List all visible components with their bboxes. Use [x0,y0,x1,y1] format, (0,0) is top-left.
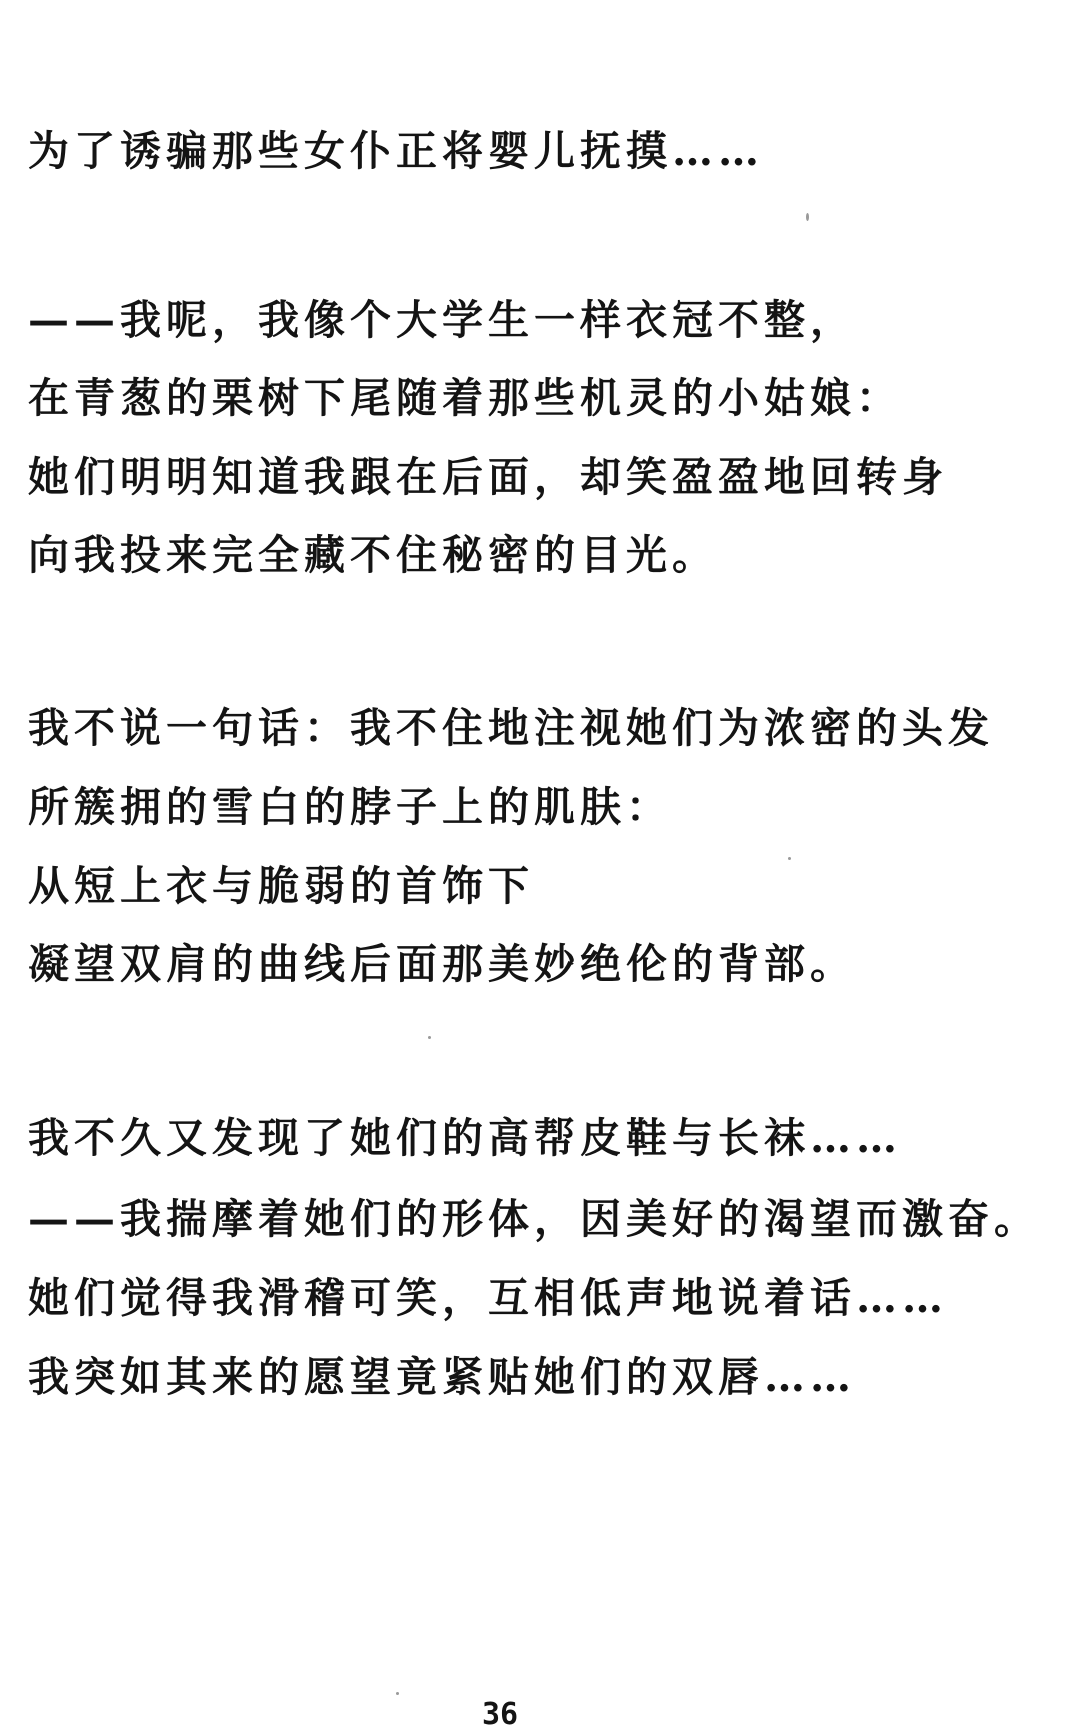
poem-line-3-1: 我不说一句话：我不住地注视她们为浓密的头发 [28,704,994,752]
poem-line-3-2: 所簇拥的雪白的脖子上的肌肤： [28,783,672,831]
poem-line-2-3: 她们明明知道我跟在后面，却笑盈盈地回转身 [28,453,948,501]
scan-speck [788,857,791,860]
scan-speck [806,213,809,221]
poem-line-4-4: 我突如其来的愿望竟紧贴她们的双唇…… [28,1353,856,1401]
poem-line-4-1: 我不久又发现了她们的高帮皮鞋与长袜…… [28,1114,902,1162]
poem-line-4-3: 她们觉得我滑稽可笑，互相低声地说着话…… [28,1274,948,1322]
poem-line-4-2: ——我揣摩着她们的形体，因美好的渴望而激奋。 [28,1195,1040,1243]
poem-line-3-4: 凝望双肩的曲线后面那美妙绝伦的背部。 [28,940,856,988]
poem-line-2-2: 在青葱的栗树下尾随着那些机灵的小姑娘： [28,374,902,422]
scan-speck [428,1036,431,1039]
poem-line-2-1: ——我呢，我像个大学生一样衣冠不整， [28,296,856,344]
scan-speck [396,1692,399,1695]
poem-line-1-1: 为了诱骗那些女仆正将婴儿抚摸…… [28,127,764,175]
page-number: 36 [481,1697,519,1732]
poem-line-3-3: 从短上衣与脆弱的首饰下 [28,862,534,910]
poem-line-2-4: 向我投来完全藏不住秘密的目光。 [28,531,718,579]
